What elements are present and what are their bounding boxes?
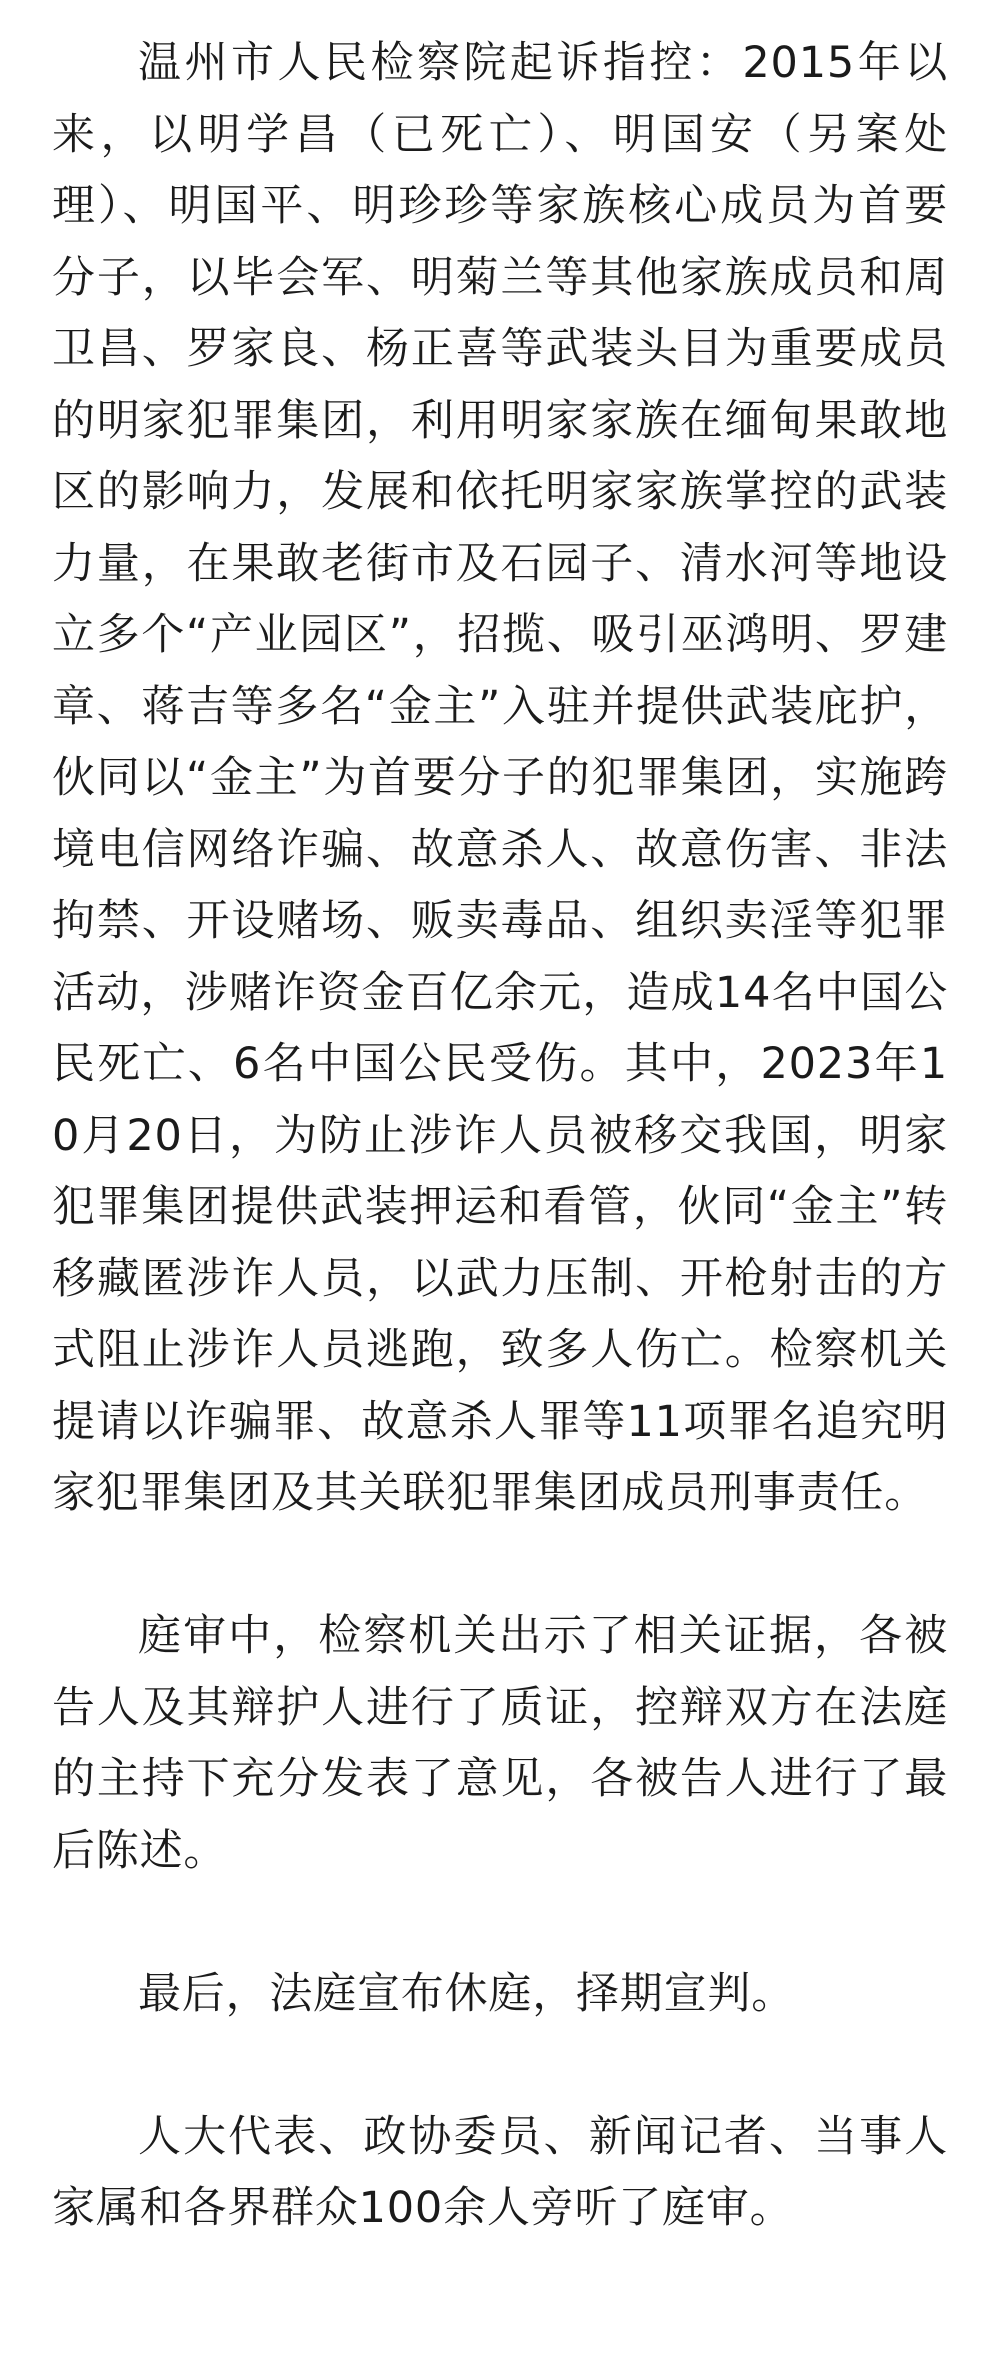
- paragraph-trial: 庭审中，检察机关出示了相关证据，各被告人及其辩护人进行了质证，控辩双方在法庭的主持下充分发表了意见，各被告人进行了最后陈述。: [52, 1611, 948, 1876]
- article-body: [52, 28, 948, 2245]
- paragraph-adjournment: 最后，法庭宣布休庭，择期宣判。: [138, 1968, 795, 2019]
- paragraph-indictment: 温州市人民检察院起诉指控：2015年以来，以明学昌（已死亡）、明国安（另案处理）、明国平、明珍珍等家族核心成员为首要分子，以毕会军、明菊兰等其他家族成员和周卫昌、罗家良、杨正喜等武装头目为重要成员的明家犯罪集团，利用明家家族在缅甸果敢地区的影响力，发展和依托明家家族掌控的武装力量，在果敢老街市及石园子、清水河等地设立多个“产业园区”，招揽、吸引巫鸿明、罗建章、蒋吉等多名“金主”入驻并提供武装庇护，伙同以“金主”为首要分子的犯罪集团，实施跨境电信网络诈骗、故意杀人、故意伤害、非法拘禁、开设赌场、贩卖毒品、组织卖淫等犯罪活动，涉赌诈资金百亿余元，造成14名中国公民死亡、6名中国公民受伤。其中，2023年10月20日，为防止涉诈人员被移交我国，明家犯罪集团提供武装押运和看管，伙同“金主”转移藏匿涉诈人员，以武力压制、开枪射击的方式阻止涉诈人员逃跑，致多人伤亡。检察机关提请以诈骗罪、故意杀人罪等11项罪名追究明家犯罪集团及其关联犯罪集团成员刑事责任。: [52, 38, 948, 1518]
- paragraph-attendees: 人大代表、政协委员、新闻记者、当事人家属和各界群众100余人旁听了庭审。: [52, 2111, 948, 2233]
